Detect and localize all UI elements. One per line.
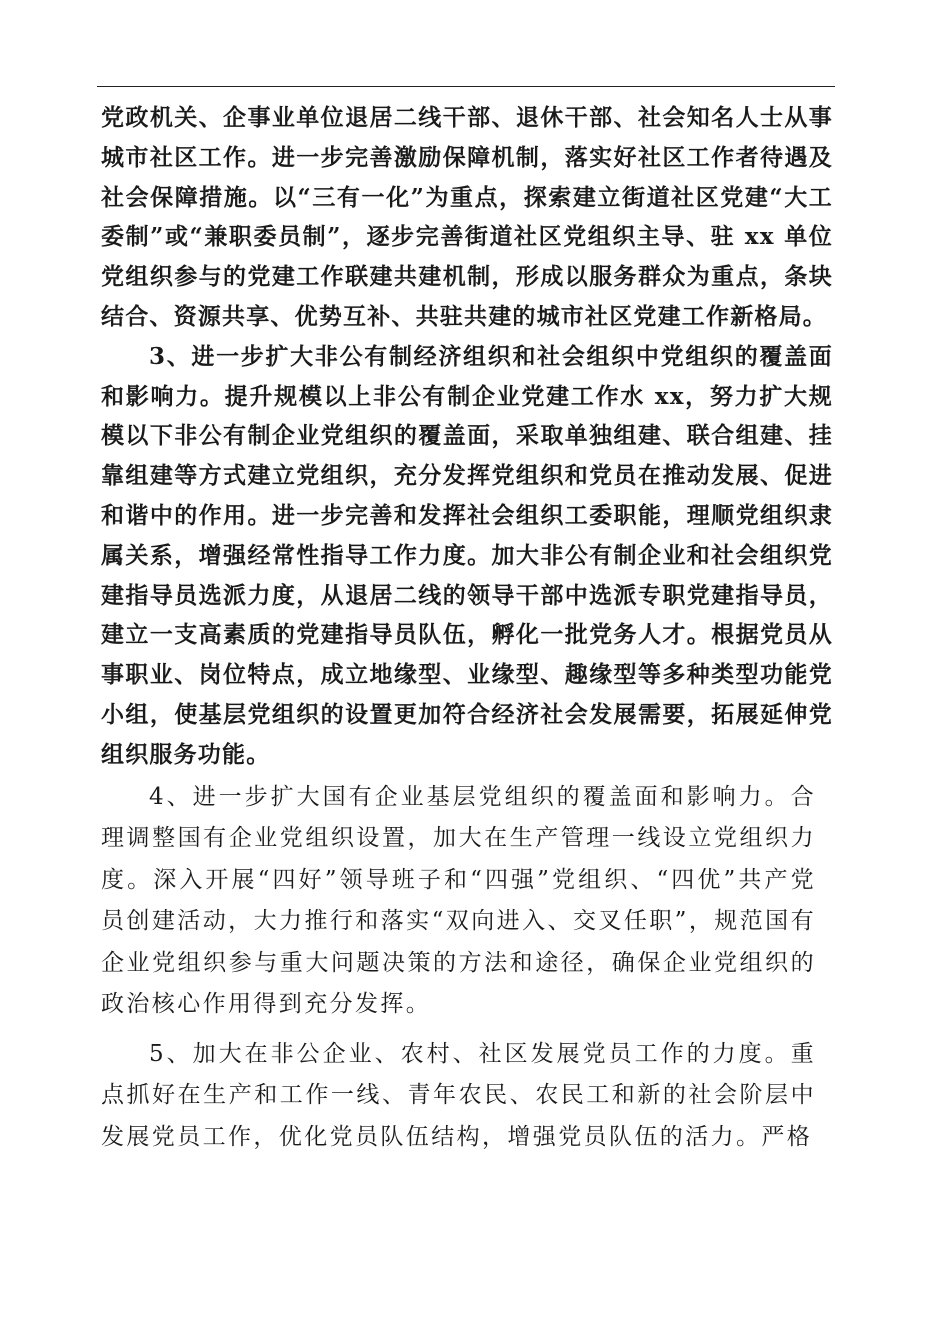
paragraph-item-3: 3、进一步扩大非公有制经济组织和社会组织中党组织的覆盖面和影响力。提升规模以上非公有制企业党建工作水 xx，努力扩大规模以下非公有制企业党组织的覆盖面，采取单独组建、联合组建、挂靠组建等方式建立党组织，充分发挥党组织和党员在推动发展、促进和谐中的作用。进一步完善和发挥社会组织工委职能，理顺党组织隶属关系，增强经常性指导工作力度。加大非公有制企业和社会组织党建指导员选派力度，从退居二线的领导干部中选派专职党建指导员，建立一支高素质的党建指导员队伍，孵化一批党务人才。根据党员从事职业、岗位特点，成立地缘型、业缘型、趣缘型等多种类型功能党小组，使基层党组织的设置更加符合经济社会发展需要，拓展延伸党组织服务功能。 bbox=[101, 342, 833, 768]
document-body bbox=[101, 98, 833, 1158]
header-rule bbox=[97, 86, 835, 87]
paragraph-community-work: 党政机关、企事业单位退居二线干部、退休干部、社会知名人士从事城市社区工作。进一步完善激励保障机制，落实好社区工作者待遇及社会保障措施。以“三有一化”为重点，探索建立街道社区党建“大工委制”或“兼职委员制”，逐步完善街道社区党组织主导、驻 xx 单位党组织参与的党建工作联建共建机制，形成以服务群众为重点，条块结合、资源共享、优势互补、共驻共建的城市社区党建工作新格局。 bbox=[101, 104, 833, 330]
paragraph-item-5: 5、加大在非公企业、农村、社区发展党员工作的力度。重点抓好在生产和工作一线、青年农民、农民工和新的社会阶层中发展党员工作，优化党员队伍结构，增强党员队伍的活力。严格 bbox=[101, 1040, 816, 1150]
paragraph-item-4: 4、进一步扩大国有企业基层党组织的覆盖面和影响力。合理调整国有企业党组织设置，加大在生产管理一线设立党组织力度。深入开展“四好”领导班子和“四强”党组织、“四优”共产党员创建活动，大力推行和落实“双向进入、交叉任职”，规范国有企业党组织参与重大问题决策的方法和途径，确保企业党组织的政治核心作用得到充分发挥。 bbox=[101, 783, 816, 1018]
